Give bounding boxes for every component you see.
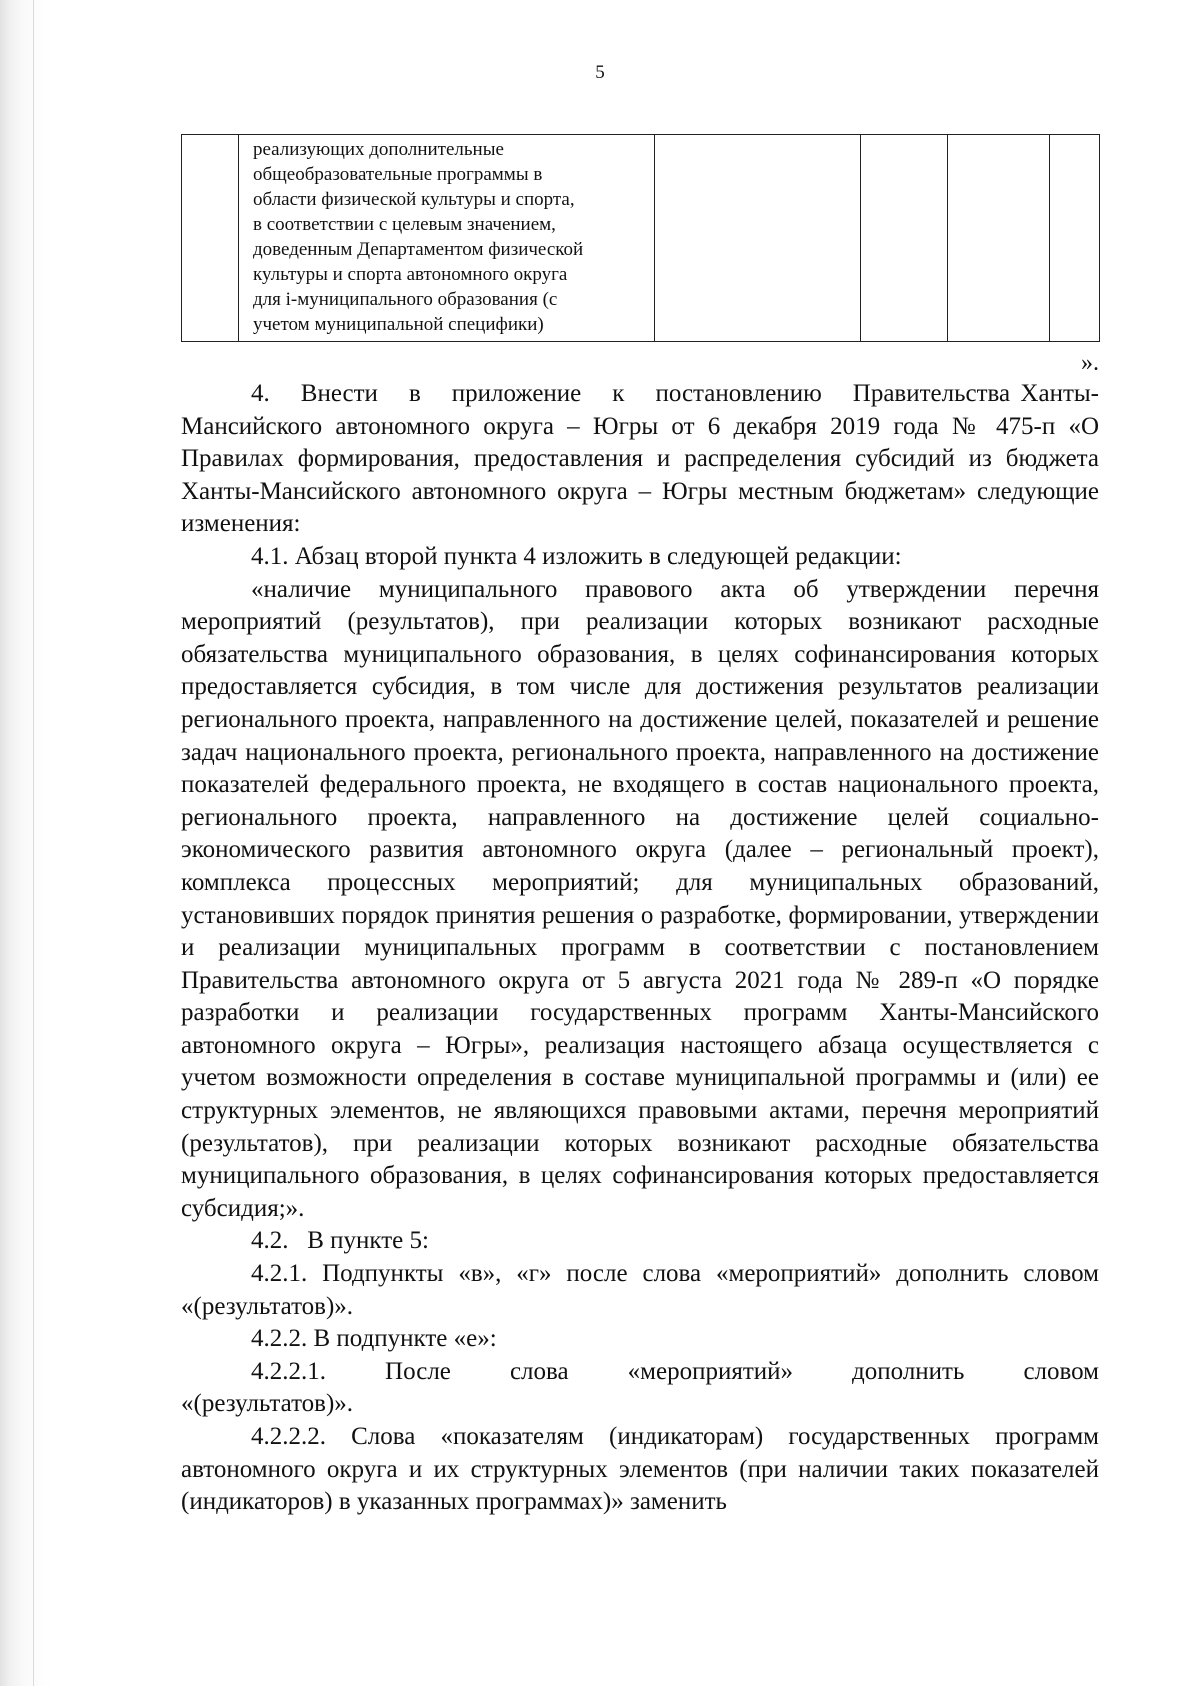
table-row	[182, 135, 1100, 342]
continuation-table	[181, 134, 1100, 342]
paragraph-4-1-quote: «наличие муниципального правового акта об утверждении перечня мероприятий (результатов), при реализации которых возникают расходные обязательства муниципального образования, в целях софинансирования которых предоставляется субсидия, в том числе для достижения результатов реализации регионального проекта, направленного на достижение целей, показателей и решение задач национального проекта, регионального проекта, направленного на достижение показателей федерального проекта, не входящего в состав национального проекта, регионального проекта, направленного на достижение целей социально-экономического развития автономного округа (далее – региональный проект), комплекса процессных мероприятий; для муниципальных образований, установивших порядок принятия решения о разработке, формировании, утверждении и реализации муниципальных программ в соответствии с постановлением Правительства автономного округа от 5 августа 2021 года № 289-п «О порядке разработки и реализации государственных программ Ханты-Мансийского автономного округа – Югры», реализация настоящего абзаца осуществляется с учетом возможности определения в составе муниципальной программы и (или) ее структурных элементов, не являющихся правовыми актами, перечня мероприятий (результатов), при реализации которых возникают расходные обязательства муниципального образования, в целях софинансирования которых предоставляется субсидия;».	[181, 575, 1099, 1222]
table-cell-empty	[1050, 135, 1100, 342]
paragraph-4-2: 4.2. В пункте 5:	[251, 1227, 429, 1255]
table-cell-number	[182, 135, 239, 342]
paragraph-4: 4. Внести в приложение к постановлению Правительства Ханты-Мансийского автономного округа – Югры от 6 декабря 2019 года № 475-п «О Правилах формирования, предоставления и распределения субсидий из бюджета Ханты-Мансийского автономного округа – Югры местным бюджетам» следующие изменения:	[181, 380, 1099, 538]
paragraph-4-2-1: 4.2.1. Подпункты «в», «г» после слова «мероприятий» дополнить словом «(результатов)».	[181, 1260, 1099, 1320]
document-body	[181, 378, 1099, 1519]
paragraph-4-2-2: 4.2.2. В подпункте «е»:	[251, 1325, 497, 1353]
table-cell-empty	[948, 135, 1050, 342]
table-cell-empty	[861, 135, 948, 342]
page-number: 5	[595, 62, 605, 83]
paragraph-4-2-2-2: 4.2.2.2. Слова «показателям (индикаторам) государственных программ автономного округа и их структурных элементов (при наличии таких показателей (индикаторов) в указанных программах)» заменить	[181, 1423, 1099, 1516]
table-cell-empty	[655, 135, 861, 342]
table-cell-description	[239, 135, 655, 342]
scan-edge	[0, 0, 52, 1686]
closing-quote: ».	[1081, 350, 1099, 376]
paragraph-4-1: 4.1. Абзац второй пункта 4 изложить в следующей редакции:	[251, 542, 902, 570]
table-cell-text: реализующих дополнительные общеобразовательные программы в области физической культуры и спорта, в соответствии с целевым значением, доведенным Департаментом физической культуры и спорта автономного округа для i-муниципального образования (с учетом муниципальной специфики)	[253, 139, 584, 335]
paragraph-4-2-2-1: 4.2.2.1. После слова «мероприятий» дополнить словом «(результатов)».	[181, 1357, 1099, 1418]
